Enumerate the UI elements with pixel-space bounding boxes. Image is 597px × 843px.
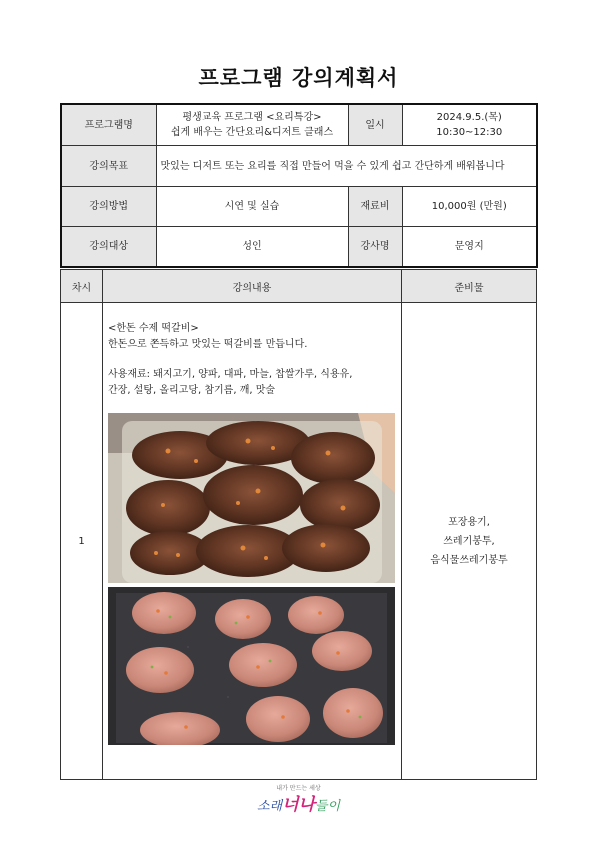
- fee-value: 10,000원 (만원): [402, 187, 537, 227]
- prep-header: 준비물: [402, 270, 537, 303]
- logo-subtitle: 내가 만드는 세상: [276, 785, 321, 792]
- logo-part-1: 소래: [256, 799, 283, 814]
- target-value: 성인: [156, 227, 348, 268]
- method-value: 시연 및 실습: [156, 187, 348, 227]
- program-line-1: 평생교육 프로그램 <요리특강>: [182, 112, 322, 123]
- date-value: [402, 104, 537, 146]
- goal-label: 강의목표: [61, 146, 156, 187]
- prep-item-1: 포장용기,: [448, 516, 490, 528]
- fee-label: 재료비: [348, 187, 402, 227]
- prep-item-3: 음식물쓰레기봉투: [430, 554, 508, 566]
- target-label: 강의대상: [61, 227, 156, 268]
- program-line-2: 쉽게 배우는 간단요리&디저트 클래스: [170, 127, 334, 138]
- session-number: 1: [61, 303, 103, 780]
- logo-part-3: 들이: [314, 799, 341, 814]
- ingredients-line-1: 사용재료: 돼지고기, 양파, 대파, 마늘, 찹쌀가루, 식용유,: [108, 369, 353, 380]
- lesson-header: 강의내용: [103, 270, 402, 303]
- method-label: 강의방법: [61, 187, 156, 227]
- footer-logo: [0, 783, 597, 815]
- raw-tteokgalbi-photo: [108, 587, 395, 745]
- date-line-2: 10:30~12:30: [436, 127, 503, 138]
- session-header: 차시: [61, 270, 103, 303]
- ingredients-line-2: 간장, 설탕, 올리고당, 참기름, 깨, 맛술: [108, 385, 276, 396]
- dish-description: 한돈으로 쫀득하고 맛있는 떡갈비를 만듭니다.: [108, 339, 308, 350]
- lesson-content: [103, 303, 402, 780]
- goal-value: 맛있는 디저트 또는 요리를 직접 만들어 먹을 수 있게 쉽고 간단하게 배워봅니다: [156, 146, 537, 187]
- date-label: 일시: [348, 104, 402, 146]
- table-row: [61, 303, 537, 780]
- date-line-1: 2024.9.5.(목): [436, 112, 502, 123]
- content-table: [60, 269, 537, 780]
- prep-items: [402, 303, 537, 780]
- program-label: 프로그램명: [61, 104, 156, 146]
- cooked-tteokgalbi-photo: [108, 413, 395, 583]
- instructor-value: 문영지: [402, 227, 537, 268]
- program-value: [156, 104, 348, 146]
- info-table: [60, 103, 538, 268]
- logo-part-2: 너나: [282, 795, 315, 815]
- prep-item-2: 쓰레기봉투,: [443, 535, 495, 547]
- page-title: 프로그램 강의계획서: [198, 66, 399, 90]
- dish-name: <한돈 수제 떡갈비>: [108, 323, 199, 334]
- instructor-label: 강사명: [348, 227, 402, 268]
